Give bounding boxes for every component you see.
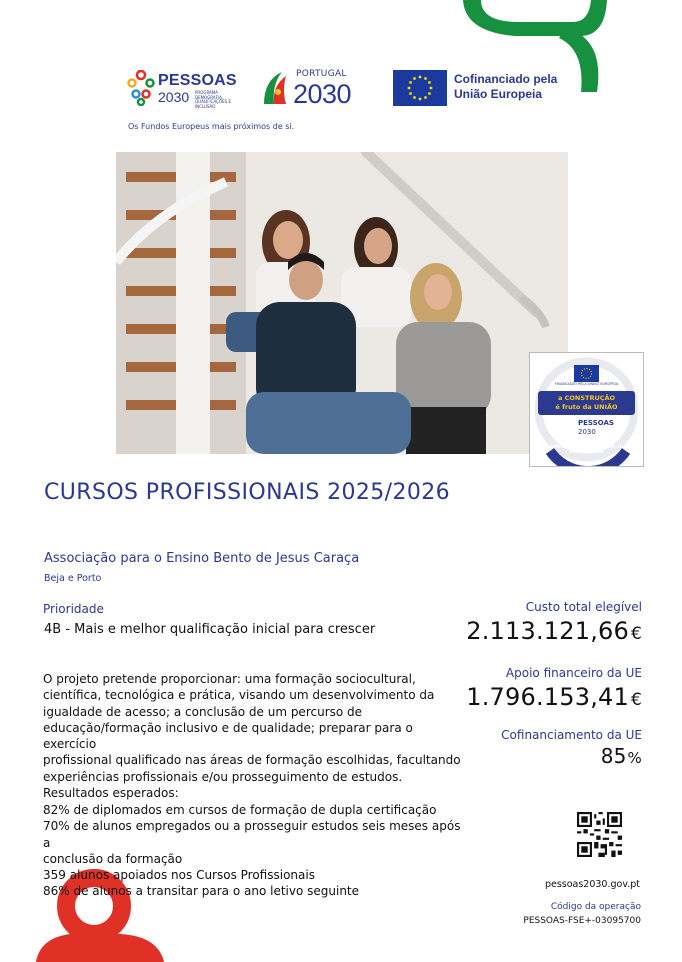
total-cost-amount: 2.113.121,66: [466, 617, 629, 645]
eu-flag-icon: [393, 70, 447, 106]
description-line: profissional qualificado nas áreas de formação escolhidas, facultando: [43, 753, 461, 768]
results-list: [43, 802, 463, 900]
project-description: [43, 671, 463, 785]
operation-code-value: PESSOAS-FSE+-03095700: [523, 916, 641, 926]
pessoas-logo-year: 2030: [158, 89, 190, 105]
description-line: O projeto pretende proporcionar: uma formação sociocultural,: [43, 672, 416, 686]
eu-cofinancing-rate: 85: [600, 744, 627, 768]
description-line: educação/formação inclusivo e de qualidade; preparar para o exercício: [43, 720, 413, 752]
seal-banner-line2: é fruto da UNIÃO: [555, 403, 618, 411]
seal-pessoas-word: PESSOAS: [578, 419, 614, 427]
results-title: Resultados esperados:: [43, 786, 179, 800]
currency-symbol: €: [630, 690, 642, 710]
pessoas-logo-icon: [126, 70, 156, 106]
eu-cofinanced-text: [454, 72, 557, 102]
eu-support-value: [466, 683, 642, 711]
strategic-operation-seal: [529, 352, 644, 467]
seal-pessoas-year: 2030: [578, 428, 596, 436]
portugal-flag-icon: [262, 70, 292, 106]
total-cost-value: [466, 617, 642, 645]
description-line: experiências profissionais e/ou prosseguimento de estudos.: [43, 769, 403, 784]
eu-cofinancing-value: [601, 744, 642, 768]
seal-banner-line1: a CONSTRUÇÃO: [557, 394, 616, 402]
description-line: científica, tecnológica e prática, visando um desenvolvimento da: [43, 688, 435, 703]
result-item: conclusão da formação: [43, 851, 183, 866]
seal-eu-line: FINANCIADO PELA UNIÃO EUROPEIA: [554, 382, 619, 386]
page-title: CURSOS PROFISSIONAIS 2025/2026: [44, 480, 451, 505]
location: Beja e Porto: [44, 573, 102, 584]
total-cost-label: Custo total elegível: [525, 600, 642, 614]
pessoas-logo-subtitle: PROGRAMA DEMOGRAFIA, QUALIFICAÇÕES E INCLUSÃO: [195, 90, 231, 109]
currency-symbol: €: [630, 624, 642, 644]
students-photo: [116, 152, 568, 454]
result-item: 82% de diplomados em cursos de formação de dupla certificação: [43, 803, 437, 817]
priority-value: 4B - Mais e melhor qualificação inicial para crescer: [44, 622, 376, 637]
result-item: 86% de alunos a transitar para o ano letivo seguinte: [43, 884, 360, 899]
portugal-logo-year: 2030: [293, 79, 352, 109]
tagline: Os Fundos Europeus mais próximos de si.: [128, 122, 295, 131]
qr-code-icon: [577, 812, 622, 857]
eu-cofinanced-line2: União Europeia: [454, 87, 543, 101]
beneficiary-name: Associação para o Ensino Bento de Jesus Caraça: [44, 551, 360, 566]
eu-support-amount: 1.796.153,41: [466, 683, 629, 711]
operation-code-label: Código da operação: [550, 902, 641, 912]
pessoas-logo-word: PESSOAS: [158, 72, 237, 89]
eu-cofinancing-label: Cofinanciamento da UE: [501, 728, 642, 742]
priority-label: Prioridade: [43, 602, 104, 616]
eu-cofinanced-line1: Cofinanciado pela: [454, 72, 558, 86]
seal-arc-text: OPERAÇÃO DE IMPORTÂNCIA ESTRATÉGICA: [550, 445, 623, 455]
percent-symbol: %: [627, 749, 642, 767]
website-link[interactable]: pessoas2030.gov.pt: [544, 879, 640, 890]
result-item: 359 alunos apoiados nos Cursos Profissionais: [43, 868, 315, 883]
description-line: igualdade de acesso; a conclusão de um percurso de: [43, 704, 363, 719]
portugal-logo-word: PORTUGAL: [296, 69, 347, 79]
eu-support-label: Apoio financeiro da UE: [505, 666, 642, 680]
result-item: 70% de alunos empregados ou a prosseguir estudos seis meses após a: [43, 819, 461, 850]
